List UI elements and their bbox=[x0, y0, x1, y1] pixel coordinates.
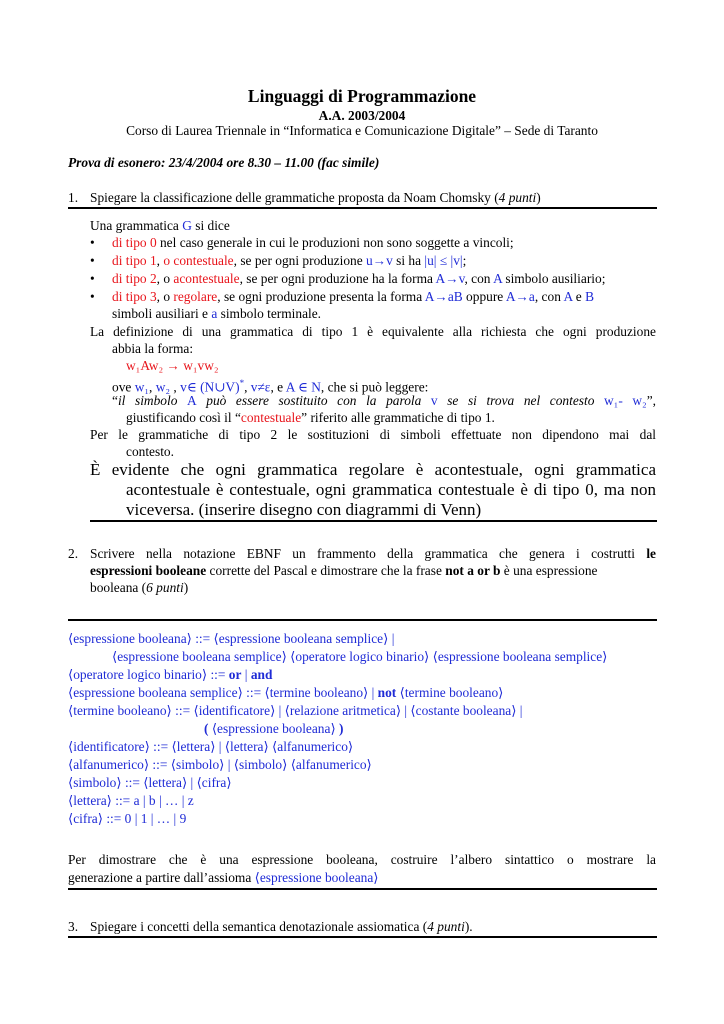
grammar-rule-6: ⟨alfanumerico⟩ ::= ⟨simbolo⟩ | ⟨simbolo⟩ ⟨alfanumerico⟩ bbox=[68, 757, 372, 772]
question-1-end-rule bbox=[90, 520, 657, 522]
definition-line-1: La definizione di una grammatica di tipo 1 è equivalente alla richiesta che ogni produzione bbox=[90, 324, 656, 339]
type-1-formula: w₁Aw₂ → w₁vw₂ bbox=[126, 358, 219, 373]
grammar-rule-1: ⟨espressione booleana⟩ ::= ⟨espressione booleana semplice⟩ | bbox=[68, 631, 395, 646]
question-2-number: 2. bbox=[68, 546, 79, 561]
grammar-rule-1-continuation: ⟨espressione booleana semplice⟩ ⟨operatore logico binario⟩ ⟨espressione booleana semplice⟩ bbox=[112, 649, 608, 664]
course-line: Corso di Laurea Triennale in “Informatica e Comunicazione Digitale” – Sede di Taranto bbox=[126, 123, 598, 138]
question-2-line-2: espressioni booleane corrette del Pascal e dimostrare che la frase not a or b è una espressione bbox=[90, 563, 598, 578]
definition-line-2: abbia la forma: bbox=[112, 341, 194, 356]
exam-line: Prova di esonero: 23/4/2004 ore 8.30 – 11.00 (fac simile) bbox=[68, 155, 380, 170]
question-1-text: Spiegare la classificazione delle grammatiche proposta da Noam Chomsky (4 punti) bbox=[90, 190, 541, 205]
grammar-rule-9: ⟨cifra⟩ ::= 0 | 1 | … | 9 bbox=[68, 811, 187, 826]
question-2-end-rule bbox=[68, 888, 657, 890]
bullet-icon: • bbox=[90, 271, 95, 286]
question-3-number: 3. bbox=[68, 919, 79, 934]
bullet-icon: • bbox=[90, 253, 95, 268]
evident-line-3: viceversa. (inserire disegno con diagrammi di Venn) bbox=[126, 500, 482, 519]
type-2-note-line-2: contesto. bbox=[126, 444, 174, 459]
type-3-continuation: simboli ausiliari e a simbolo terminale. bbox=[112, 306, 322, 321]
evident-line-2: acontestuale è contestuale, ogni grammatica contestuale è di tipo 0, ma non bbox=[126, 480, 656, 499]
question-1-rule bbox=[68, 207, 657, 209]
evident-line-1: È evidente che ogni grammatica regolare è acontestuale, ogni grammatica bbox=[90, 460, 656, 479]
type-1-item: di tipo 1, o contestuale, se per ogni produzione u→v si ha |u| ≤ |v|; bbox=[112, 253, 467, 268]
type-2-item: di tipo 2, o acontestuale, se per ogni produzione ha la forma A→v, con A simbolo ausiliario; bbox=[112, 271, 606, 286]
type-0-item: di tipo 0 nel caso generale in cui le produzioni non sono soggette a vincoli; bbox=[112, 235, 514, 250]
quote-line: “il simbolo A può essere sostituito con la parola v se si trova nel contesto w₁- w₂”, bbox=[112, 393, 657, 408]
grammar-intro: Una grammatica G si dice bbox=[90, 218, 230, 233]
type-2-note-line-1: Per le grammatiche di tipo 2 le sostituzioni di simboli effettuate non dipendono mai dal bbox=[90, 427, 656, 442]
academic-year: A.A. 2003/2004 bbox=[318, 108, 406, 123]
giustificando-line: giustificando così il “contestuale” riferito alle grammatiche di tipo 1. bbox=[126, 410, 495, 425]
grammar-rule-7: ⟨simbolo⟩ ::= ⟨lettera⟩ | ⟨cifra⟩ bbox=[68, 775, 232, 790]
grammar-rule-8: ⟨lettera⟩ ::= a | b | … | z bbox=[68, 793, 194, 808]
ove-line: ove w₁, w₂ , v∈ (N∪V)*, v≠ε, e A ∈ N, che si può leggere: bbox=[112, 378, 429, 395]
demonstration-line-2: generazione a partire dall’assioma ⟨espressione booleana⟩ bbox=[68, 870, 379, 885]
question-2-line-1: Scrivere nella notazione EBNF un frammento della grammatica che genera i costrutti le bbox=[90, 546, 656, 561]
grammar-rule-3: ⟨espressione booleana semplice⟩ ::= ⟨termine booleano⟩ | not ⟨termine booleano⟩ bbox=[68, 685, 504, 700]
question-3-rule bbox=[68, 936, 657, 938]
grammar-rule-4: ⟨termine booleano⟩ ::= ⟨identificatore⟩ | ⟨relazione aritmetica⟩ | ⟨costante booleana⟩ | bbox=[68, 703, 523, 718]
question-3-text: Spiegare i concetti della semantica denotazionale assiomatica (4 punti). bbox=[90, 919, 473, 934]
demonstration-line-1: Per dimostrare che è una espressione booleana, costruire l’albero sintattico o mostrare la bbox=[68, 852, 656, 867]
grammar-rule-4-continuation: ( ⟨espressione booleana⟩ ) bbox=[204, 721, 344, 736]
grammar-rule-2: ⟨operatore logico binario⟩ ::= or | and bbox=[68, 667, 273, 682]
bullet-icon: • bbox=[90, 289, 95, 304]
document-title: Linguaggi di Programmazione bbox=[247, 86, 477, 106]
question-1-number: 1. bbox=[68, 190, 79, 205]
bullet-icon: • bbox=[90, 235, 95, 250]
type-3-item: di tipo 3, o regolare, se ogni produzione presenta la forma A→aB oppure A→a, con A e B bbox=[112, 289, 595, 304]
question-2-line-3: booleana (6 punti) bbox=[90, 580, 189, 595]
grammar-top-rule bbox=[68, 619, 657, 621]
grammar-rule-5: ⟨identificatore⟩ ::= ⟨lettera⟩ | ⟨lettera⟩ ⟨alfanumerico⟩ bbox=[68, 739, 354, 754]
